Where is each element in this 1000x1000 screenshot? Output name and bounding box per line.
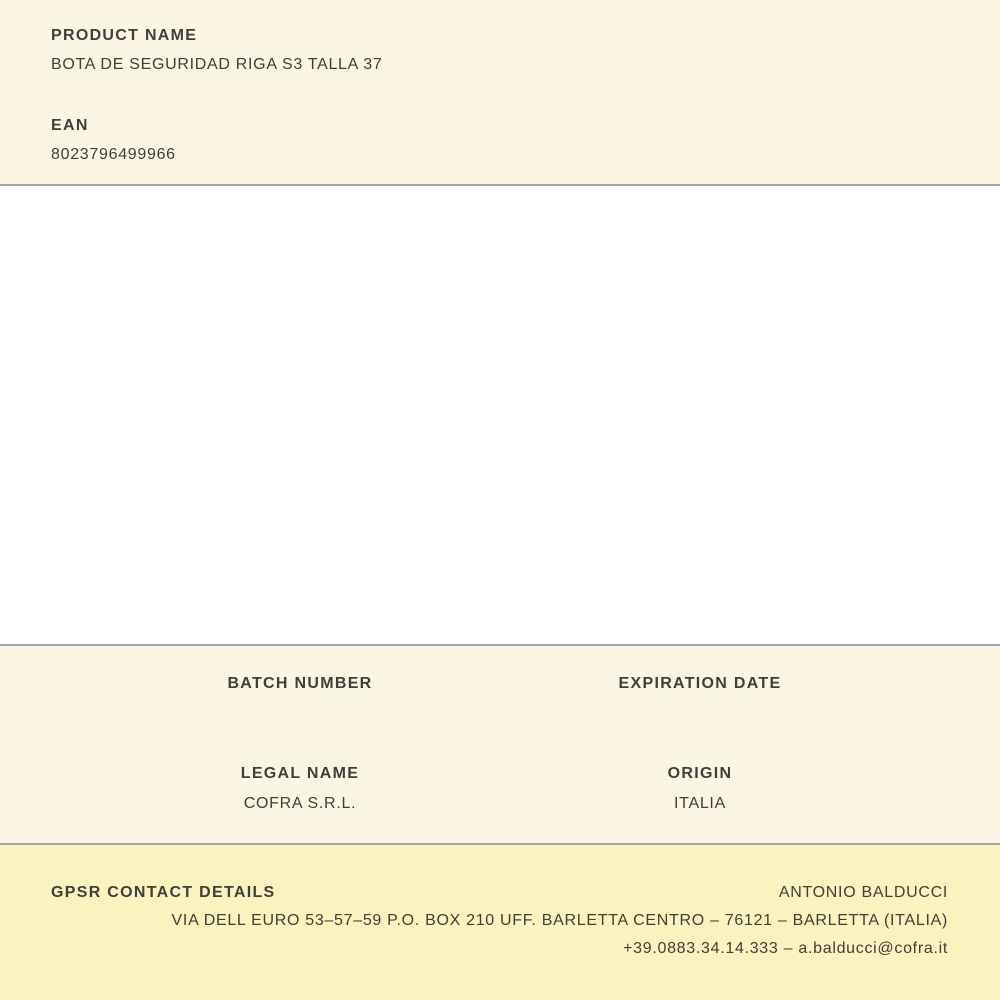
contact-address: VIA DELL EURO 53–57–59 P.O. BOX 210 UFF. BARLETTA CENTRO – 76121 – BARLETTA (ITALIA) <box>171 912 948 929</box>
ean-label: EAN <box>51 117 89 134</box>
expiration-date-label: EXPIRATION DATE <box>618 675 782 692</box>
details-section <box>0 646 1000 845</box>
ean-value: 8023796499966 <box>51 146 176 163</box>
gpsr-contact-header-row <box>51 883 948 902</box>
legal-name-value: COFRA S.R.L. <box>243 795 357 812</box>
expiration-date-value <box>500 704 900 723</box>
product-name-value: BOTA DE SEGURIDAD RIGA S3 TALLA 37 <box>51 56 383 73</box>
ean-field <box>51 116 950 164</box>
product-name-field <box>51 26 950 74</box>
product-name-label: PRODUCT NAME <box>51 27 198 44</box>
gpsr-contact-section <box>0 845 1000 1000</box>
product-image-area <box>0 186 1000 646</box>
details-grid <box>100 674 900 813</box>
batch-number-value <box>100 704 500 723</box>
origin-field <box>500 764 900 813</box>
contact-person-name: ANTONIO BALDUCCI <box>778 884 948 901</box>
gpsr-contact-details-label: GPSR CONTACT DETAILS <box>51 884 276 901</box>
legal-name-field <box>100 764 500 813</box>
legal-name-label: LEGAL NAME <box>240 765 360 782</box>
contact-phone-email: +39.0883.34.14.333 – a.balducci@cofra.it <box>623 940 948 957</box>
origin-label: ORIGIN <box>667 765 733 782</box>
batch-number-field <box>100 674 500 723</box>
product-section <box>0 0 1000 186</box>
origin-value: ITALIA <box>674 795 726 812</box>
expiration-date-field <box>500 674 900 723</box>
batch-number-label: BATCH NUMBER <box>227 675 373 692</box>
